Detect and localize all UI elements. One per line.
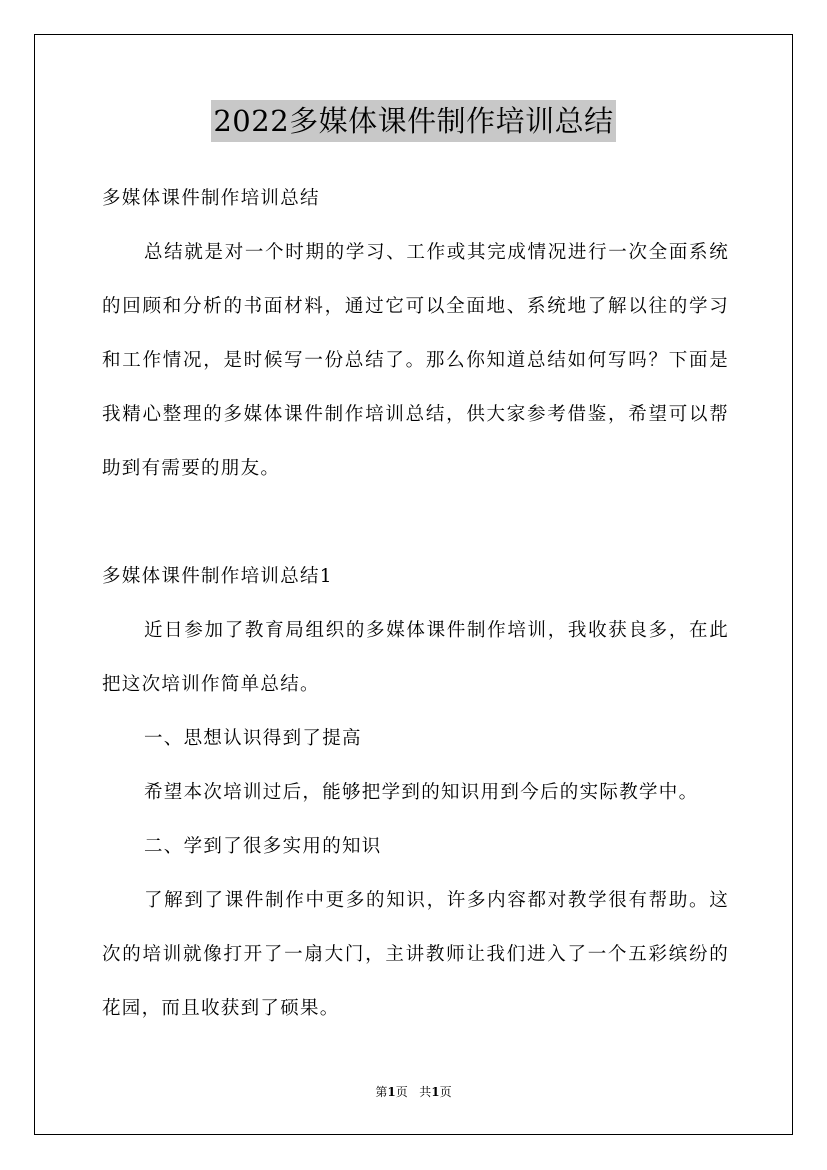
paragraph-gap — [102, 496, 729, 550]
intro-paragraph: 总结就是对一个时期的学习、工作或其完成情况进行一次全面系统的回顾和分析的书面材料，通过它可以全面地、系统地了解以往的学习和工作情况，是时候写一份总结了。那么你知道总结如何写吗？下面是我精心整理的多媒体课件制作培训总结，供大家参考借鉴，希望可以帮助到有需要的朋友。 — [102, 242, 729, 479]
subtitle: 多媒体课件制作培训总结 — [102, 188, 320, 209]
total-number: 1 — [431, 1085, 440, 1099]
document-body — [102, 172, 729, 1036]
title-container — [0, 100, 827, 142]
page-suffix: 页 — [395, 1085, 408, 1099]
page-number: 1 — [387, 1085, 396, 1099]
page-footer — [0, 1084, 827, 1100]
document-title: 2022多媒体课件制作培训总结 — [211, 100, 615, 142]
point-text-2: 了解到了课件制作中更多的知识，许多内容都对教学很有帮助。这次的培训就像打开了一扇大门，主讲教师让我们进入了一个五彩缤纷的花园，而且收获到了硕果。 — [102, 890, 729, 1019]
point-text-1: 希望本次培训过后，能够把学到的知识用到今后的实际教学中。 — [144, 782, 699, 803]
point-heading-2: 二、学到了很多实用的知识 — [144, 836, 382, 857]
total-prefix: 共 — [419, 1085, 432, 1099]
section-heading: 多媒体课件制作培训总结1 — [102, 566, 333, 587]
page-prefix: 第 — [375, 1085, 388, 1099]
total-suffix: 页 — [439, 1085, 452, 1099]
point-heading-1: 一、思想认识得到了提高 — [144, 728, 362, 749]
section-paragraph: 近日参加了教育局组织的多媒体课件制作培训，我收获良多，在此把这次培训作简单总结。 — [102, 620, 729, 695]
